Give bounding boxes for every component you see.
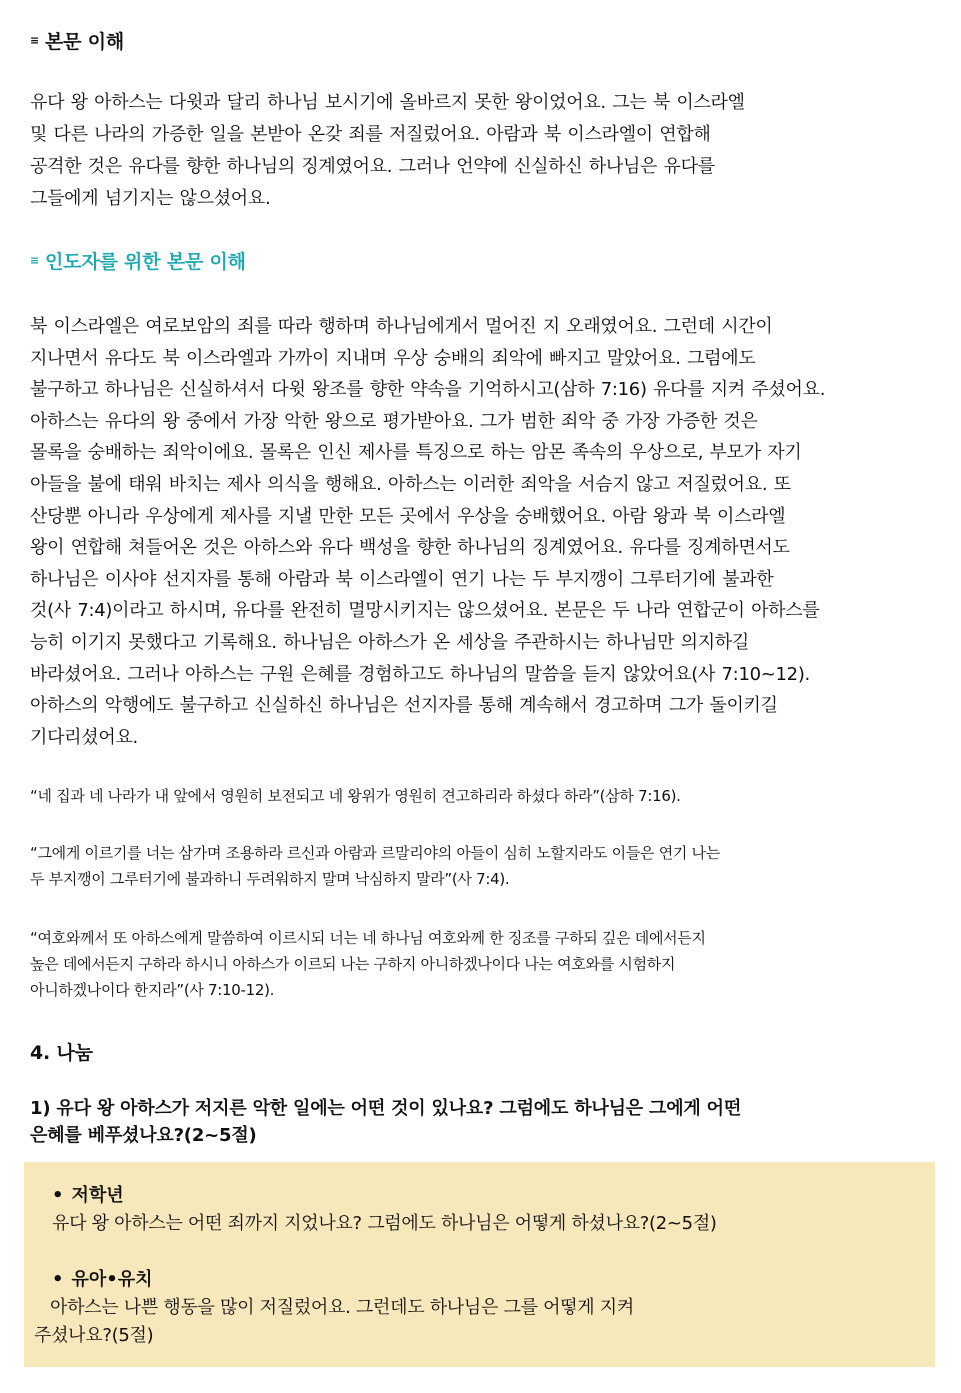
section-leader [30,248,935,277]
group-question-preschool: 아하스는 나쁜 행동을 많이 저질렀어요. 그런데도 하나님은 그를 어떻게 지켜 주셨나요?(5절) [34,1297,634,1346]
group-title-preschool [52,1266,153,1294]
list-marker-icon: ≡ [30,33,40,47]
section-heading-text: 인도자를 위한 본문 이해 [45,251,246,273]
sharing-question: 1) 유다 왕 아하스가 저지른 악한 일에는 어떤 것이 있나요? 그럼에도 하나님은 그에게 어떤 은혜를 베푸셨나요?(2~5절) [30,1098,742,1146]
bullet-icon: • [52,1269,64,1290]
list-marker-icon: ≡ [30,253,40,267]
group-title-lower-grade [52,1182,124,1210]
section-heading [30,248,935,277]
section-heading [30,28,935,57]
sharing-heading: 4. 나눔 [30,1042,93,1064]
section-body: 유다 왕 아하스는 다윗과 달리 하나님 보시기에 올바르지 못한 왕이었어요. 그는 북 이스라엘 및 다른 나라의 가증한 일을 본받아 온갖 죄를 저질렀어요. 아람과 북 이스라엘이 연합해 공격한 것은 유다를 향한 하나님의 징계였어요. 그러나 언약에 신실하신 하나님은 유다를 그들에게 넘기지는 않으셨어요. [30,92,745,209]
bible-quote: “여호와께서 또 아하스에게 말씀하여 이르시되 너는 네 하나님 여호와께 한 징조를 구하되 깊은 데에서든지 높은 데에서든지 구하라 하시니 아하스가 이르되 나는 구하지 아니하겠나이다 나는 여호와를 시험하지 아니하겠나이다 한지라”(사 7:10-12). [30,929,706,999]
section-heading-text: 본문 이해 [45,31,125,53]
group-title-text: 저학년 [71,1185,124,1206]
question-box [24,1162,935,1367]
bible-quote: “그에게 이르기를 너는 삼가며 조용하라 르신과 아람과 르말리야의 아들이 심히 노할지라도 이들은 연기 나는 두 부지깽이 그루터기에 불과하니 두려워하지 말며 낙심하지 말라”(사 7:4). [30,844,720,888]
section-text [30,28,935,57]
leader-body: 북 이스라엘은 여로보암의 죄를 따라 행하며 하나님에게서 멀어진 지 오래였어요. 그런데 시간이 지나면서 유다도 북 이스라엘과 가까이 지내며 우상 숭배의 죄악에 빠지고 말았어요. 그럼에도 불구하고 하나님은 신실하셔서 다윗 왕조를 향한 약속을 기억하시고(삼하 7:16) 유다를 지켜 주셨어요. 아하스는 유다의 왕 중에서 가장 악한 왕으로 평가받아요. 그가 범한 죄악 중 가장 가증한 것은 몰록을 숭배하는 죄악이에요. 몰록은 인신 제사를 특징으로 하는 암몬 족속의 우상으로, 부모가 자기 아들을 불에 태워 바치는 제사 의식을 행해요. 아하스는 이러한 죄악을 서슴지 않고 저질렀어요. 또 산당뿐 아니라 우상에게 제사를 지낼 만한 모든 곳에서 우상을 숭배했어요. 아람 왕과 북 이스라엘 왕이 연합해 쳐들어온 것은 아하스와 유다 백성을 향한 하나님의 징계였어요. 유다를 징계하면서도 하나님은 이사야 선지자를 통해 아람과 북 이스라엘이 연기 나는 두 부지깽이 그루터기에 불과한 것(사 7:4)이라고 하시며, 유다를 완전히 멸망시키지는 않으셨어요. 본문은 두 나라 연합군이 아하스를 능히 이기지 못했다고 기록해요. 하나님은 아하스가 온 세상을 주관하시는 하나님만 의지하길 바라셨어요. 그러나 아하스는 구원 은혜를 경험하고도 하나님의 말씀을 듣지 않았어요(사 7:10~12). 아하스의 악행에도 불구하고 신실하신 하나님은 선지자를 통해 계속해서 경고하며 그가 돌이키길 기다리셨어요. [30,316,826,748]
group-title-text: 유아•유치 [71,1269,153,1290]
bullet-icon: • [52,1185,64,1206]
group-question-lower-grade: 유다 왕 아하스는 어떤 죄까지 지었나요? 그럼에도 하나님은 어떻게 하셨나요?(2~5절) [52,1213,717,1234]
bible-quote: “네 집과 네 나라가 내 앞에서 영원히 보전되고 네 왕위가 영원히 견고하리라 하셨다 하라”(삼하 7:16). [30,787,681,805]
